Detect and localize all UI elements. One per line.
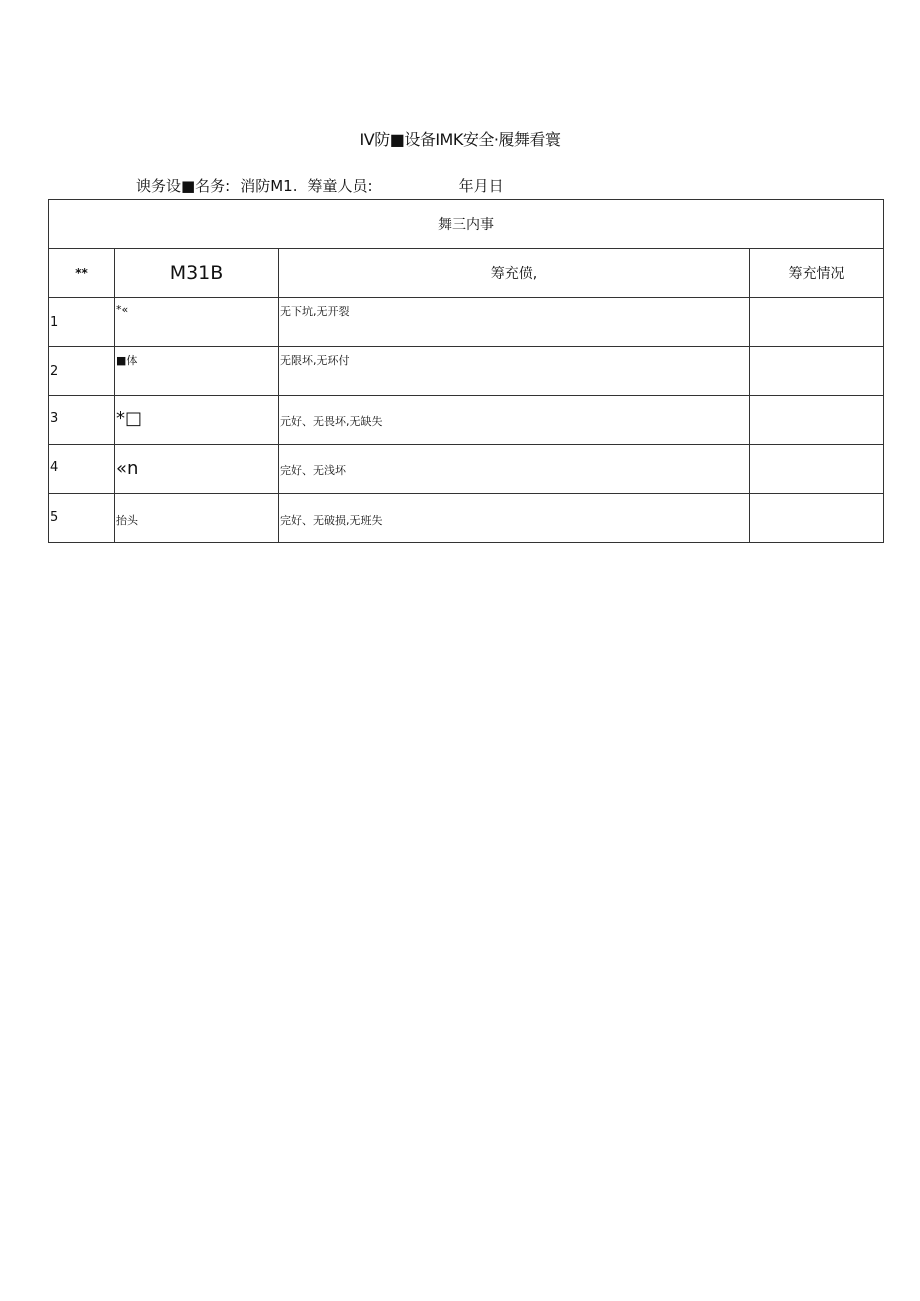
table-row — [49, 298, 884, 347]
table-header-row — [49, 249, 884, 298]
inspection-table — [48, 199, 884, 543]
inspector-label: 筹童人员: — [307, 177, 373, 195]
row-standard: 完好、无破损,无班失 — [279, 494, 750, 543]
row-standard: 无下坑,无开裂 — [279, 298, 750, 347]
date-label: 年月日 — [458, 177, 504, 195]
row-result-cell[interactable] — [750, 298, 884, 347]
row-result-cell[interactable] — [750, 494, 884, 543]
table-row — [49, 347, 884, 396]
row-number: 4 — [49, 445, 115, 494]
header-standard: 筹充偾, — [279, 249, 750, 298]
row-item: 抬头 — [115, 494, 279, 543]
row-item: *□ — [115, 396, 279, 445]
row-result-cell[interactable] — [750, 347, 884, 396]
row-number: 5 — [49, 494, 115, 543]
table-row — [49, 445, 884, 494]
row-result-cell[interactable] — [750, 445, 884, 494]
row-item: ■体 — [115, 347, 279, 396]
row-standard: 元好、无畏坏,无缺失 — [279, 396, 750, 445]
header-result: 筹充情况 — [750, 249, 884, 298]
table-caption-row — [49, 200, 884, 249]
row-result-cell[interactable] — [750, 396, 884, 445]
row-number: 2 — [49, 347, 115, 396]
equipment-name-value: 消防M1. — [240, 177, 298, 195]
row-number: 3 — [49, 396, 115, 445]
row-standard: 完好、无浅坏 — [279, 445, 750, 494]
header-number: ** — [49, 249, 115, 298]
meta-line — [136, 175, 504, 196]
equipment-name-label: 谀务设■名务: — [136, 177, 231, 195]
row-number: 1 — [49, 298, 115, 347]
header-item: M31B — [115, 249, 279, 298]
row-standard: 无限坏,无环付 — [279, 347, 750, 396]
row-item: *« — [115, 298, 279, 347]
table-caption: 舞三内事 — [49, 200, 884, 249]
document-title: IV防■设备IMK安全·履舞看寰 — [359, 130, 561, 149]
table-row — [49, 396, 884, 445]
table-row — [49, 494, 884, 543]
row-item: «n — [115, 445, 279, 494]
